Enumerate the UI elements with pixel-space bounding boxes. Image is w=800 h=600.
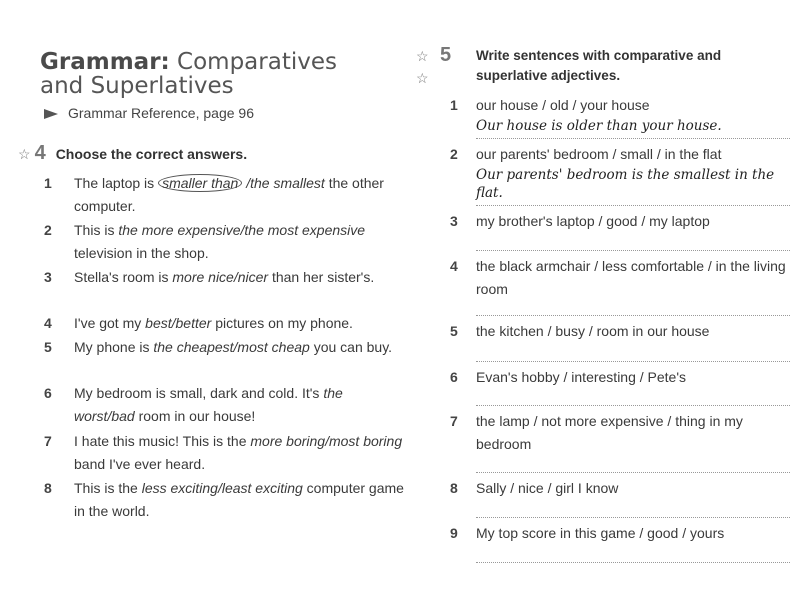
page-title: [40, 50, 337, 98]
item-number: 2: [450, 146, 458, 162]
item-text-segment: band I've ever heard.: [74, 456, 206, 472]
exercise-item: [450, 255, 790, 320]
item-number: 8: [44, 480, 52, 496]
item-text-segment: than her sister's.: [268, 269, 375, 285]
item-prompt: the lamp / not more expensive / thing in my bedroom: [476, 413, 743, 452]
item-text: [74, 219, 404, 265]
exercise-item: [44, 172, 404, 219]
item-number: 3: [44, 269, 52, 285]
answer-line[interactable]: [476, 472, 790, 473]
handwritten-answer: Our parents' bedroom is the smallest in the flat.: [476, 167, 775, 201]
star-icon: ☆: [18, 146, 31, 162]
item-prompt: our parents' bedroom / small / in the flat: [476, 146, 722, 162]
item-text-segment: I've got my: [74, 315, 146, 331]
item-text-segment: My bedroom is small, dark and cold. It's: [74, 385, 324, 401]
answer-option: the cheapest/most cheap: [153, 339, 310, 355]
item-text-segment: computer game in the world.: [74, 480, 404, 519]
item-text-segment: pictures on my phone.: [211, 315, 353, 331]
item-text: [74, 382, 404, 428]
item-text-segment: This is: [74, 222, 119, 238]
star-icon: ☆: [416, 48, 429, 64]
item-text: [74, 312, 404, 335]
exercise-item: [450, 94, 790, 143]
item-text-segment: The laptop is: [74, 175, 159, 191]
item-text-segment: you can buy.: [309, 339, 393, 355]
item-number: 4: [44, 315, 52, 331]
item-number: 9: [450, 525, 458, 541]
exercise-item: [450, 366, 790, 410]
item-text: [74, 336, 404, 359]
answer-option: more nice/nicer: [172, 269, 269, 285]
item-prompt: My top score in this game / good / yours: [476, 525, 725, 541]
exercise-item: [44, 312, 404, 336]
title-line2: and Superlatives: [40, 73, 234, 99]
answer-option: /the smallest: [242, 175, 325, 191]
item-number: 6: [44, 385, 52, 401]
exercise-4-heading: [18, 142, 247, 165]
exercise-number: 5: [440, 44, 452, 66]
answer-option: less exciting/least exciting: [141, 480, 303, 496]
exercise-item: [450, 410, 790, 477]
exercise-item: [44, 219, 404, 266]
answer-line[interactable]: [476, 361, 790, 362]
exercise-item: [44, 477, 404, 523]
item-text-segment: Stella's room is: [74, 269, 173, 285]
item-number: 1: [44, 175, 52, 191]
arrow-icon: [44, 109, 58, 119]
exercise-5-items: [450, 94, 790, 567]
exercise-instruction: Choose the correct answers.: [55, 146, 248, 162]
star-icon: ☆: [416, 70, 429, 86]
exercise-4-items: [44, 172, 404, 523]
item-number: 3: [450, 213, 458, 229]
title-rest: Comparatives: [169, 49, 337, 75]
item-text: [74, 266, 404, 289]
grammar-reference: [44, 105, 254, 121]
answer-option: the worst/bad: [74, 385, 343, 424]
item-number: 7: [450, 413, 458, 429]
item-number: 5: [44, 339, 52, 355]
item-text: [74, 477, 404, 523]
answer-option: more boring/most boring: [250, 433, 403, 449]
item-number: 7: [44, 433, 52, 449]
reference-text: Grammar Reference, page 96: [68, 105, 254, 121]
exercise-number: 4: [34, 142, 46, 164]
exercise-item: [44, 382, 404, 430]
item-text: [74, 430, 404, 476]
item-prompt: Sally / nice / girl I know: [476, 480, 619, 496]
exercise-5-heading: [416, 46, 792, 86]
exercise-item: [44, 430, 404, 477]
answer-line[interactable]: [476, 517, 790, 518]
exercise-item: [450, 320, 790, 366]
answer-line[interactable]: [476, 250, 790, 251]
item-prompt: Evan's hobby / interesting / Pete's: [476, 369, 687, 385]
answer-option: best/better: [145, 315, 212, 331]
item-prompt: the kitchen / busy / room in our house: [476, 323, 710, 339]
exercise-item: [450, 143, 790, 210]
answer-line[interactable]: [476, 205, 790, 206]
circled-answer: smaller than: [158, 174, 242, 192]
item-text-segment: room in our house!: [134, 408, 256, 424]
answer-line[interactable]: [476, 138, 790, 139]
answer-line[interactable]: [476, 405, 790, 406]
item-number: 8: [450, 480, 458, 496]
exercise-item: [450, 210, 790, 255]
answer-line[interactable]: [476, 562, 790, 563]
item-number: 1: [450, 97, 458, 113]
exercise-instruction: Write sentences with comparative and superlative adjectives.: [476, 48, 722, 83]
answer-line[interactable]: [476, 315, 790, 316]
item-number: 2: [44, 222, 52, 238]
item-prompt: our house / old / your house: [476, 97, 650, 113]
item-prompt: my brother's laptop / good / my laptop: [476, 213, 710, 229]
item-prompt: the black armchair / less comfortable / in the living room: [476, 258, 786, 297]
item-number: 5: [450, 323, 458, 339]
exercise-item: [44, 336, 404, 382]
item-text-segment: the other computer.: [74, 175, 384, 214]
item-number: 4: [450, 258, 458, 274]
item-text-segment: I hate this music! This is the: [74, 433, 251, 449]
answer-option: the more expensive/the most expensive: [118, 222, 366, 238]
title-bold: Grammar:: [40, 49, 170, 75]
item-text-segment: television in the shop.: [74, 245, 209, 261]
item-number: 6: [450, 369, 458, 385]
item-text: [74, 172, 404, 218]
item-text-segment: This is the: [74, 480, 142, 496]
exercise-item: [450, 522, 790, 567]
exercise-item: [44, 266, 404, 312]
item-text-segment: My phone is: [74, 339, 154, 355]
exercise-item: [450, 477, 790, 522]
handwritten-answer: Our house is older than your house.: [476, 118, 722, 134]
